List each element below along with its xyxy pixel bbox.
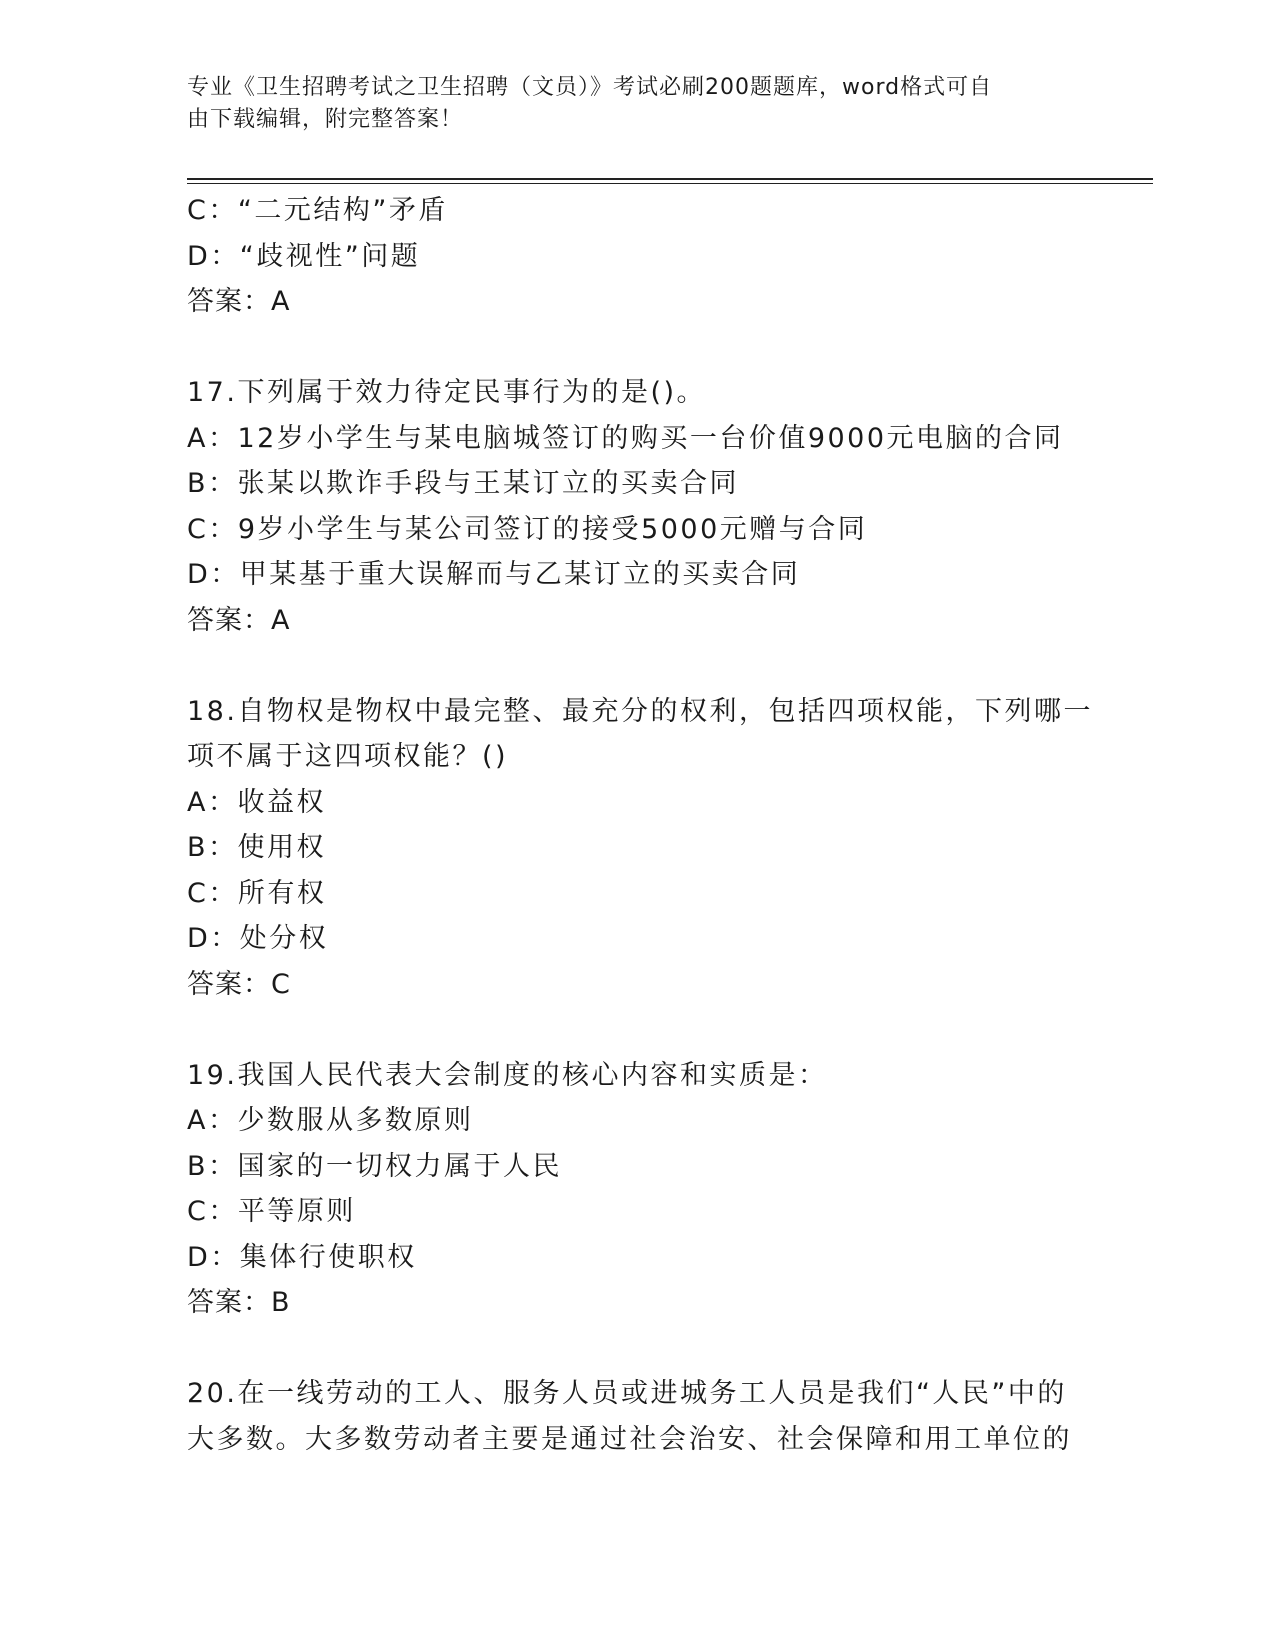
spacer [187,325,1087,371]
q19-option-c: C：平等原则 [187,1196,356,1227]
q18-option-d: D：处分权 [187,923,329,954]
q19-answer: 答案：B [187,1287,291,1318]
document-header [187,72,1067,136]
spacer [187,643,1087,689]
q17-option-a: A：12岁小学生与某电脑城签订的购买一台价值9000元电脑的合同 [187,422,1064,454]
q18-option-c: C：所有权 [187,877,327,909]
prev-option-d: D：“歧视性”问题 [187,240,421,272]
q17-answer: 答案：A [187,604,291,636]
q17-option-d: D：甲某基于重大误解而与乙某订立的买卖合同 [187,559,801,590]
q17-stem: 17.下列属于效力待定民事行为的是()。 [187,377,707,408]
q19-option-b: B：国家的一切权力属于人民 [187,1150,563,1182]
q18-option-b: B：使用权 [187,832,327,863]
q20-stem-line-1: 20.在一线劳动的工人、服务人员或进城务工人员是我们“人民”中的 [187,1378,1067,1409]
header-line-2: 由下载编辑，附完整答案！ [187,107,464,132]
header-line-1: 专业《卫生招聘考试之卫生招聘（文员）》考试必刷200题题库，word格式可自 [187,75,993,100]
header-divider-thin [187,183,1153,184]
q18-stem-line-2: 项不属于这四项权能？() [187,741,509,772]
q19-stem: 19.我国人民代表大会制度的核心内容和实质是： [187,1059,828,1091]
spacer [187,1326,1087,1372]
q19-option-a: A：少数服从多数原则 [187,1105,474,1136]
spacer [187,1007,1087,1053]
q18-answer: 答案：C [187,968,291,1000]
prev-option-c: C：“二元结构”矛盾 [187,195,448,226]
q18-stem-line-1: 18.自物权是物权中最完整、最充分的权利，包括四项权能，下列哪一 [187,695,1093,727]
header-divider-thick [187,178,1153,180]
prev-answer: 答案：A [187,286,291,317]
question-list [187,188,1093,1462]
q17-option-c: C：9岁小学生与某公司签订的接受5000元赠与合同 [187,513,868,545]
q18-option-a: A：收益权 [187,786,326,818]
q17-option-b: B：张某以欺诈手段与王某订立的买卖合同 [187,468,740,499]
q20-stem-line-2: 大多数。大多数劳动者主要是通过社会治安、社会保障和用工单位的 [187,1423,1072,1455]
q19-option-d: D：集体行使职权 [187,1241,417,1273]
